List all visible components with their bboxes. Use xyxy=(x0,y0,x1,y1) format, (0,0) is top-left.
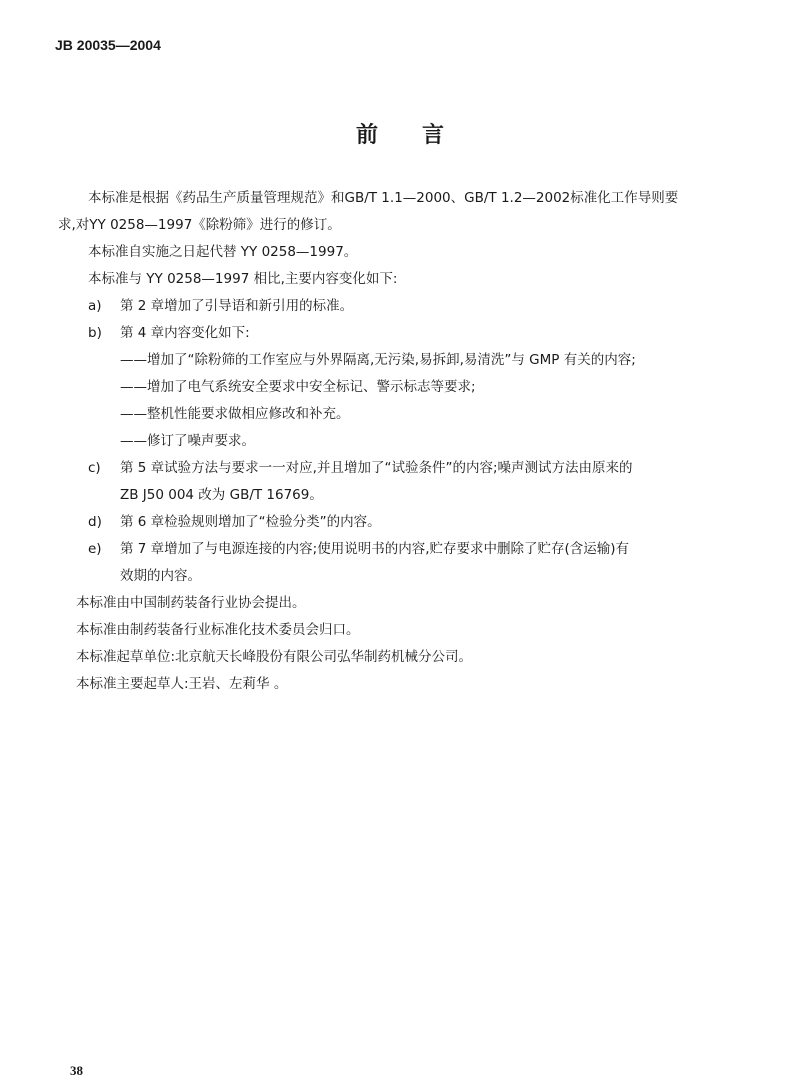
list-item-text xyxy=(120,536,748,590)
list-item-label: a) xyxy=(88,298,102,314)
paragraph-proposer: 本标准由中国制药装备行业协会提出。 xyxy=(76,595,306,611)
paragraph-drafters: 本标准主要起草人:王岩、左莉华 。 xyxy=(76,676,288,692)
sub-item: ——增加了“除粉筛的工作室应与外界隔离,无污染,易拆卸,易清洗”与 GMP 有关的内容; xyxy=(120,352,636,368)
list-item-label: c) xyxy=(88,460,101,476)
page-title: 前言 xyxy=(355,123,488,148)
paragraph-basis-line1: 本标准是根据《药品生产质量管理规范》和GB/T 1.1—2000、GB/T 1.2—2002标准化工作导则要 xyxy=(88,190,679,206)
sub-item: ——修订了噪声要求。 xyxy=(120,433,255,449)
list-item-text-line1: 第 7 章增加了与电源连接的内容;使用说明书的内容,贮存要求中删除了贮存(含运输)有 xyxy=(120,541,630,557)
list-item-text-line1: 第 5 章试验方法与要求一一对应,并且增加了“试验条件”的内容;噪声测试方法由原来的 xyxy=(120,460,633,476)
list-item-text-line2: 效期的内容。 xyxy=(120,568,201,584)
page-number: 38 xyxy=(70,1063,83,1078)
standard-number: JB 20035—2004 xyxy=(55,37,161,53)
list-item-e xyxy=(88,536,748,590)
paragraph-drafting-unit: 本标准起草单位:北京航天长峰股份有限公司弘华制药机械分公司。 xyxy=(76,649,473,665)
list-item-text xyxy=(120,455,748,509)
paragraph-centralized: 本标准由制药装备行业标准化技术委员会归口。 xyxy=(76,622,360,638)
paragraph-basis-line2: 求,对YY 0258—1997《除粉筛》进行的修订。 xyxy=(58,217,341,233)
paragraph-replace: 本标准自实施之日起代替 YY 0258—1997。 xyxy=(88,244,358,260)
sub-item: ——整机性能要求做相应修改和补充。 xyxy=(120,406,350,422)
list-item-a xyxy=(88,293,748,320)
sub-item: ——增加了电气系统安全要求中安全标记、警示标志等要求; xyxy=(120,379,476,395)
list-item-c xyxy=(88,455,748,509)
list-item-label: e) xyxy=(88,541,102,557)
list-item-text-line2: ZB J50 004 改为 GB/T 16769。 xyxy=(120,487,323,503)
list-item-text: 第 4 章内容变化如下: xyxy=(120,325,250,341)
paragraph-basis xyxy=(58,185,748,239)
list-item-label: b) xyxy=(88,325,102,341)
list-item-text: 第 6 章检验规则增加了“检验分类”的内容。 xyxy=(120,514,381,530)
list-item-text: 第 2 章增加了引导语和新引用的标准。 xyxy=(120,298,354,314)
list-item-d xyxy=(88,509,748,536)
foreword-body xyxy=(58,185,748,698)
paragraph-changes-intro: 本标准与 YY 0258—1997 相比,主要内容变化如下: xyxy=(88,271,398,287)
list-item-label: d) xyxy=(88,514,102,530)
list-item-b xyxy=(88,320,748,347)
